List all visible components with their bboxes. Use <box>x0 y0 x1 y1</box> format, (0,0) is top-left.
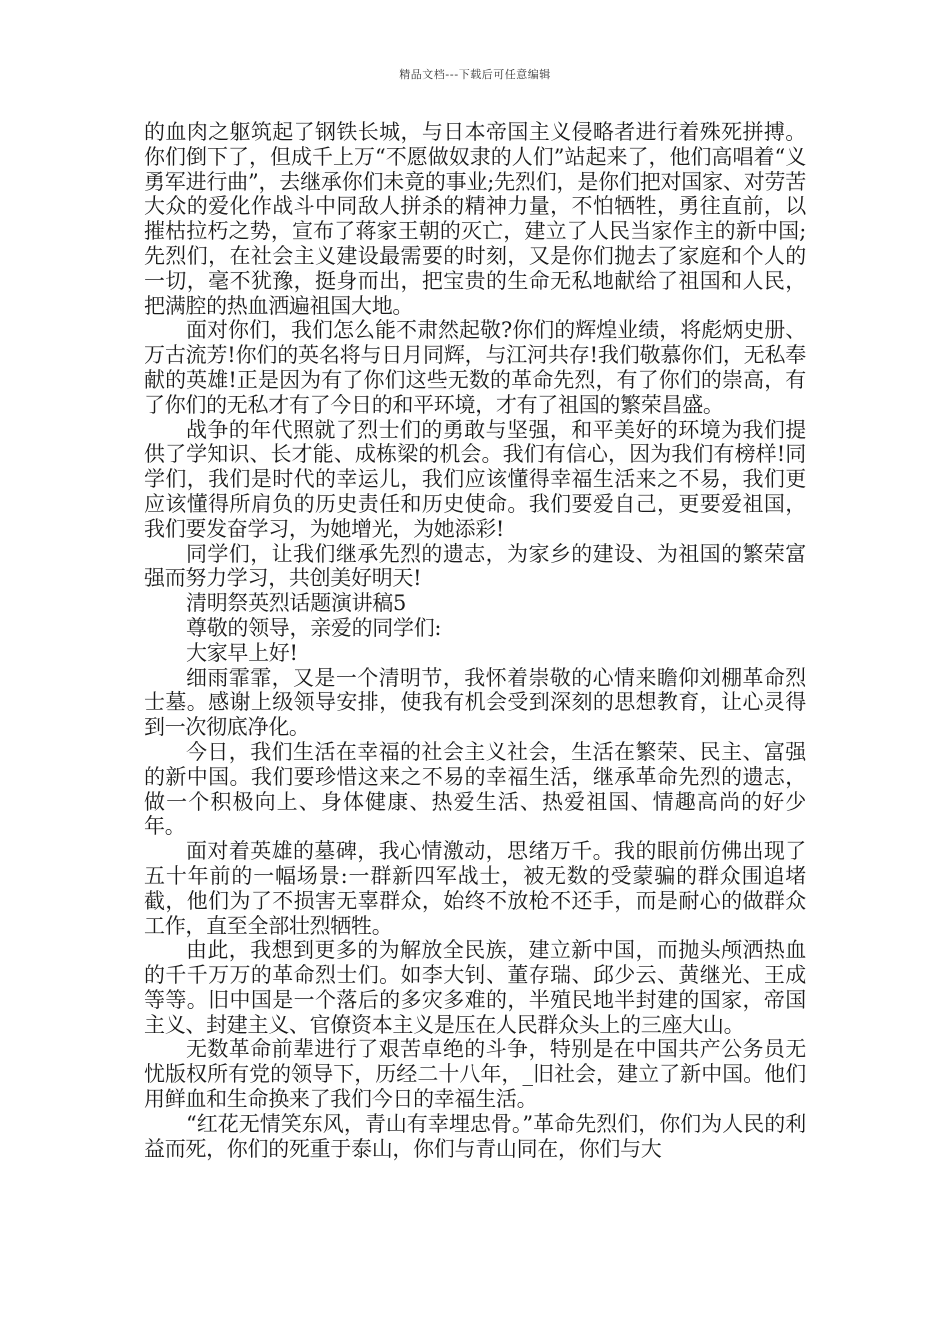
paragraph-12: 无数革命前辈进行了艰苦卓绝的斗争，特别是在中国共产公务员无忧版权所有党的领导下，历经二十八年，_旧社会，建立了新中国。他们用鲜血和生命换来了我们今日的幸福生活。 <box>144 1037 806 1112</box>
paragraph-11: 由此，我想到更多的为解放全民族，建立新中国，而抛头颅洒热血的千千万万的革命烈士们。如李大钊、董存瑞、邱少云、黄继光、王成等等。旧中国是一个落后的多灾多难的，半殖民地半封建的国家，帝国主义、封建主义、官僚资本主义是压在人民群众头上的三座大山。 <box>144 938 806 1037</box>
page-header: 精品文档---下载后可任意编辑 <box>399 68 551 81</box>
document-body <box>144 120 806 1161</box>
paragraph-13: “红花无情笑东风，青山有幸埋忠骨。”革命先烈们，你们为人民的利益而死，你们的死重于泰山，你们与青山同在，你们与大 <box>144 1111 806 1161</box>
paragraph-10: 面对着英雄的墓碑，我心情激动，思绪万千。我的眼前仿佛出现了五十年前的一幅场景:一群新四军战士，被无数的受蒙骗的群众围追堵截，他们为了不损害无辜群众，始终不放枪不还手，而是耐心的做群众工作，直至全部壮烈牺牲。 <box>144 839 806 938</box>
greeting: 大家早上好! <box>186 640 298 665</box>
speech-title: 清明祭英烈话题演讲稿5 <box>186 591 407 616</box>
paragraph-2: 面对你们，我们怎么能不肃然起敬?你们的辉煌业绩，将彪炳史册、万古流芳!你们的英名将与日月同辉，与江河共存!我们敬慕你们，无私奉献的英雄!正是因为有了你们这些无数的革命先烈，有了你们的崇高，有了你们的无私才有了今日的和平环境，才有了祖国的繁荣昌盛。 <box>144 318 806 417</box>
paragraph-3: 战争的年代照就了烈士们的勇敢与坚强，和平美好的环境为我们提供了学知识、长才能、成栋梁的机会。我们有信心，因为我们有榜样!同学们，我们是时代的幸运儿，我们应该懂得幸福生活来之不易，我们更应该懂得所肩负的历史责任和历史使命。我们要爱自己，更要爱祖国，我们要发奋学习，为她增光，为她添彩! <box>144 417 806 541</box>
paragraph-9: 今日，我们生活在幸福的社会主义社会，生活在繁荣、民主、富强的新中国。我们要珍惜这来之不易的幸福生活，继承革命先烈的遗志，做一个积极向上、身体健康、热爱生活、热爱祖国、情趣高尚的好少年。 <box>144 739 806 839</box>
paragraph-1: 的血肉之躯筑起了钢铁长城，与日本帝国主义侵略者进行着殊死拼搏。你们倒下了，但成千上万“不愿做奴隶的人们”站起来了，他们高唱着“义勇军进行曲”，去继承你们未竟的事业;先烈们，是你们把对国家、对劳苦大众的爱化作战斗中同敌人拼杀的精神力量，不怕牺牲，勇往直前，以摧枯拉朽之势，宣布了蒋家王朝的灭亡，建立了人民当家作主的新中国;先烈们，在社会主义建设最需要的时刻，又是你们抛去了家庭和个人的一切，毫不犹豫，挺身而出，把宝贵的生命无私地献给了祖国和人民，把满腔的热血洒遍祖国大地。 <box>144 120 806 318</box>
paragraph-8: 细雨霏霏，又是一个清明节，我怀着崇敬的心情来瞻仰刘棚革命烈士墓。感谢上级领导安排，使我有机会受到深刻的思想教育，让心灵得到一次彻底净化。 <box>144 665 806 740</box>
salutation: 尊敬的领导，亲爱的同学们: <box>186 615 442 640</box>
paragraph-4: 同学们，让我们继承先烈的遗志，为家乡的建设、为祖国的繁荣富强而努力学习，共创美好明天! <box>144 541 806 591</box>
